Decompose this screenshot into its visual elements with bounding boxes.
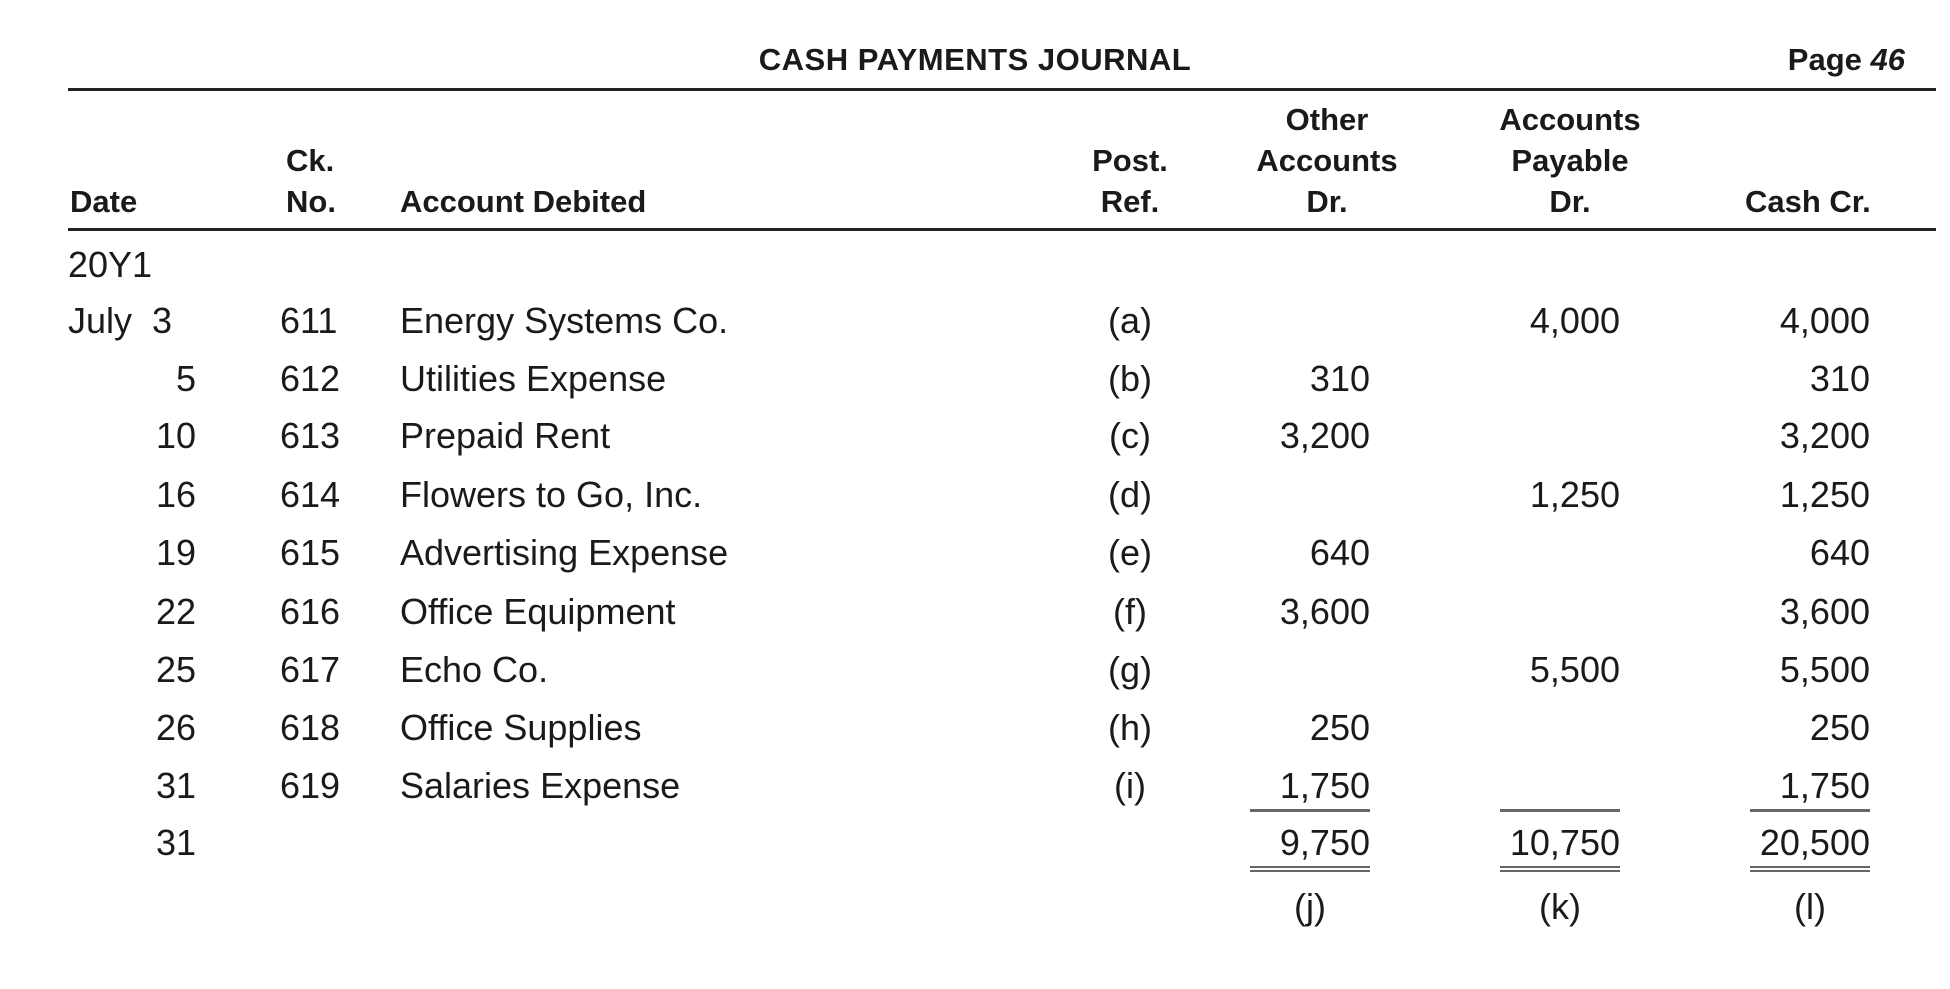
- cash-cell: 5,500: [1779, 649, 1870, 690]
- cash-cell: 310: [1809, 358, 1870, 399]
- post-ref-cell: (b): [1108, 358, 1152, 399]
- account-debited-cell: Flowers to Go, Inc.: [400, 474, 703, 515]
- date-cell: 19: [155, 532, 196, 573]
- account-debited-cell: Advertising Expense: [400, 532, 729, 573]
- date-cell: July 3: [68, 300, 173, 341]
- check-number-cell: 617: [280, 649, 341, 690]
- header-account-debited: Account Debited: [400, 184, 647, 219]
- other-accounts-posting-ref: (j): [1294, 886, 1326, 927]
- cash-cell: 1,750: [1750, 765, 1870, 812]
- header-top-rule: [68, 88, 1936, 91]
- check-number-cell: 614: [280, 474, 341, 515]
- header-other-accounts-dr: Other Accounts Dr.: [1256, 102, 1398, 219]
- accounts-payable-cell: 4,000: [1529, 300, 1620, 341]
- date-cell: 16: [155, 474, 196, 515]
- post-ref-cell: (a): [1108, 300, 1152, 341]
- accounts-payable-underline: [1500, 765, 1620, 812]
- year-label: 20Y1: [68, 244, 153, 285]
- other-accounts-cell: 640: [1309, 532, 1370, 573]
- cash-cell: 1,250: [1779, 474, 1870, 515]
- header-post-ref: Post. Ref.: [1092, 143, 1168, 219]
- header-bottom-rule: [68, 228, 1936, 231]
- account-debited-cell: Energy Systems Co.: [400, 300, 729, 341]
- date-cell: 31: [155, 822, 196, 863]
- header-ck-no: Ck. No.: [286, 143, 336, 219]
- accounts-payable-posting-ref: (k): [1539, 886, 1581, 927]
- accounts-payable-cell: 5,500: [1529, 649, 1620, 690]
- other-accounts-cell: 3,600: [1279, 591, 1370, 632]
- other-accounts-cell: 310: [1309, 358, 1370, 399]
- cash-total: 20,500: [1750, 822, 1870, 872]
- header-date: Date: [70, 184, 138, 219]
- other-accounts-cell: 250: [1309, 707, 1370, 748]
- cash-cell: 4,000: [1779, 300, 1870, 341]
- date-cell: 31: [155, 765, 196, 806]
- post-ref-cell: (h): [1108, 707, 1152, 748]
- date-cell: 5: [175, 358, 196, 399]
- account-debited-cell: Office Equipment: [400, 591, 676, 632]
- date-cell: 22: [155, 591, 196, 632]
- header-accounts-payable-dr: Accounts Payable Dr.: [1499, 102, 1641, 219]
- header-cash-cr: Cash Cr.: [1745, 184, 1871, 219]
- check-number-cell: 619: [280, 765, 341, 806]
- check-number-cell: 613: [280, 415, 341, 456]
- check-number-cell: 616: [280, 591, 341, 632]
- check-number-cell: 618: [280, 707, 341, 748]
- post-ref-cell: (f): [1113, 591, 1147, 632]
- cash-cell: 250: [1809, 707, 1870, 748]
- account-debited-cell: Office Supplies: [400, 707, 642, 748]
- account-debited-cell: Prepaid Rent: [400, 415, 611, 456]
- other-accounts-cell: 1,750: [1250, 765, 1370, 812]
- journal-title: CASH PAYMENTS JOURNAL: [758, 42, 1192, 77]
- check-number-cell: 615: [280, 532, 341, 573]
- post-ref-cell: (c): [1109, 415, 1151, 456]
- date-cell: 10: [155, 415, 196, 456]
- page-indicator: [1788, 42, 1905, 78]
- post-ref-cell: (i): [1114, 765, 1146, 806]
- account-debited-cell: Salaries Expense: [400, 765, 681, 806]
- post-ref-cell: (g): [1108, 649, 1152, 690]
- other-accounts-total: 9,750: [1250, 822, 1370, 872]
- page-number: 46: [1870, 42, 1905, 77]
- cash-cell: 3,600: [1779, 591, 1870, 632]
- cash-cell: 640: [1809, 532, 1870, 573]
- accounts-payable-total: 10,750: [1500, 822, 1620, 872]
- check-number-cell: 612: [280, 358, 341, 399]
- account-debited-cell: Echo Co.: [400, 649, 549, 690]
- cash-posting-ref: (l): [1794, 886, 1826, 927]
- post-ref-cell: (e): [1108, 532, 1152, 573]
- accounts-payable-cell: 1,250: [1529, 474, 1620, 515]
- account-debited-cell: Utilities Expense: [400, 358, 667, 399]
- cash-cell: 3,200: [1779, 415, 1870, 456]
- other-accounts-cell: 3,200: [1279, 415, 1370, 456]
- date-cell: 26: [155, 707, 196, 748]
- date-cell: 25: [155, 649, 196, 690]
- post-ref-cell: (d): [1108, 474, 1152, 515]
- check-number-cell: 611: [280, 300, 338, 341]
- page-label: Page: [1787, 42, 1862, 77]
